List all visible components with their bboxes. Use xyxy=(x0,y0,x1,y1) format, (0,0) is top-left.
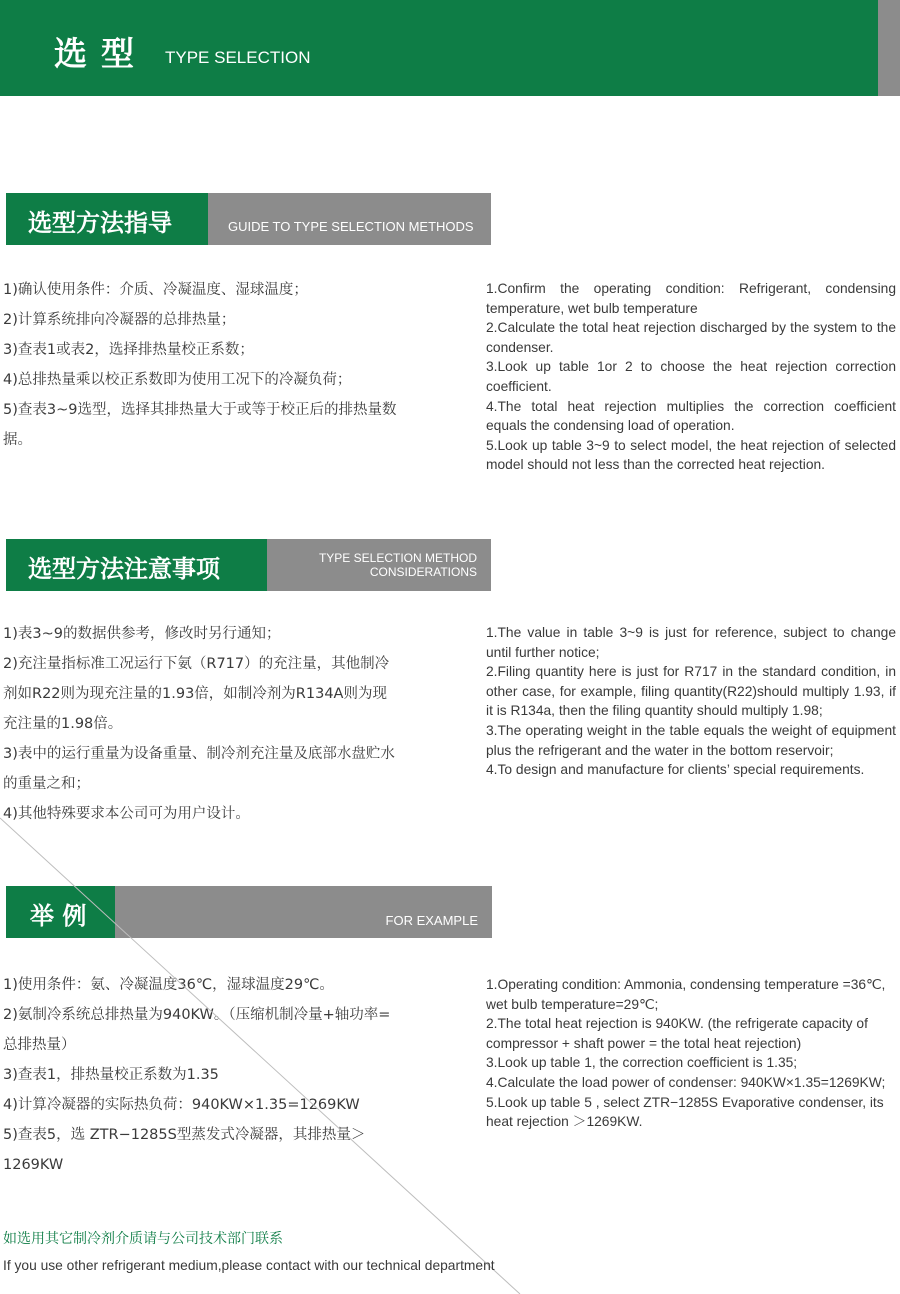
list-item: 2)充注量指标准工况运行下氨（R717）的充注量，其他制冷剂如R22则为现充注量的1.93倍，如制冷剂为R134A则为现充注量的1.98倍。 xyxy=(3,656,390,732)
list-item: 1)确认使用条件：介质、冷凝温度、湿球温度； xyxy=(3,282,308,298)
footer-note-en: If you use other refrigerant medium,please contact with our technical department xyxy=(3,1258,495,1273)
list-item: 4)其他特殊要求本公司可为用户设计。 xyxy=(3,806,250,822)
section-title-cn: 选型方法指导 xyxy=(28,209,172,237)
list-item: 4)计算冷凝器的实际热负荷：940KW×1.35=1269KW xyxy=(3,1097,360,1113)
footer-note-cn: 如选用其它制冷剂介质请与公司技术部门联系 xyxy=(3,1231,283,1247)
page-title-en: TYPE SELECTION xyxy=(165,48,311,67)
list-item: 1)表3~9的数据供参考，修改时另行通知； xyxy=(3,626,281,642)
page-title-cn: 选型 xyxy=(54,34,148,73)
list-item: 2.Filing quantity here is just for R717 in the standard condition, in other case, for example, filing quantity(R22)should multiply 1.93, if it is R134a, then the filing quantity should multiply 1.98; xyxy=(486,664,896,719)
list-item: 4)总排热量乘以校正系数即为使用工况下的冷凝负荷； xyxy=(3,372,352,388)
list-item: 3.Look up table 1or 2 to choose the heat rejection correction coefficient. xyxy=(486,359,896,394)
section-title-cn: 举 例 xyxy=(30,902,87,930)
list-item: 2.Calculate the total heat rejection discharged by the system to the condenser. xyxy=(486,320,896,355)
list-item: 1.Confirm the operating condition: Refrigerant, condensing temperature, wet bulb temperature xyxy=(486,281,896,316)
list-item: 4.The total heat rejection multiplies the correction coefficient equals the condensing load of operation. xyxy=(486,398,896,434)
section-title-cn: 选型方法注意事项 xyxy=(28,555,220,583)
list-item: 3)查表1或表2，选择排热量校正系数； xyxy=(3,342,254,358)
list-item: 5.Look up table 5 , select ZTR−1285S Evaporative condenser, its heat rejection ＞1269KW. xyxy=(486,1094,884,1130)
list-item: 1.Operating condition: Ammonia, condensing temperature =36℃, wet bulb temperature=29℃; xyxy=(486,977,886,1012)
list-item: 4.Calculate the load power of condenser: 940KW×1.35=1269KW; xyxy=(486,1074,886,1090)
diagonal-line xyxy=(0,818,520,1294)
section-title-en: GUIDE TO TYPE SELECTION METHODS xyxy=(228,219,474,234)
list-item: 5.Look up table 3~9 to select model, the heat rejection of selected model should not less than the corrected heat rejection. xyxy=(486,437,896,473)
section-title-en: FOR EXAMPLE xyxy=(385,913,478,928)
list-item: 5)查表5，选 ZTR−1285S型蒸发式冷凝器，其排热量＞1269KW xyxy=(3,1127,366,1173)
list-item: 4.To design and manufacture for clients’ special requirements. xyxy=(486,762,865,778)
list-item: 2.The total heat rejection is 940KW. (the refrigerate capacity of compressor + shaft power = the total heat rejection) xyxy=(486,1016,868,1051)
list-item: 5)查表3~9选型，选择其排热量大于或等于校正后的排热量数据。 xyxy=(3,402,397,448)
list-item: 1)使用条件：氨、冷凝温度36℃，湿球温度29℃。 xyxy=(3,977,334,993)
section-title-en-line1: TYPE SELECTION METHOD xyxy=(318,551,477,565)
list-item: 2)计算系统排向冷凝器的总排热量； xyxy=(3,312,236,328)
list-item: 3.Look up table 1, the correction coefficient is 1.35; xyxy=(486,1055,798,1071)
list-item: 3.The operating weight in the table equals the weight of equipment plus the refrigerant and the water in the bottom reservoir; xyxy=(486,722,896,758)
list-item: 3)查表1，排热量校正系数为1.35 xyxy=(3,1067,219,1083)
list-item: 3)表中的运行重量为设备重量、制冷剂充注量及底部水盘贮水的重量之和； xyxy=(3,746,395,792)
section-title-en-line2: CONSIDERATIONS xyxy=(369,565,477,579)
list-item: 2)氨制冷系统总排热量为940KW。（压缩机制冷量+轴功率=总排热量） xyxy=(3,1007,391,1053)
list-item: 1.The value in table 3~9 is just for reference, subject to change until further notice; xyxy=(486,625,896,660)
